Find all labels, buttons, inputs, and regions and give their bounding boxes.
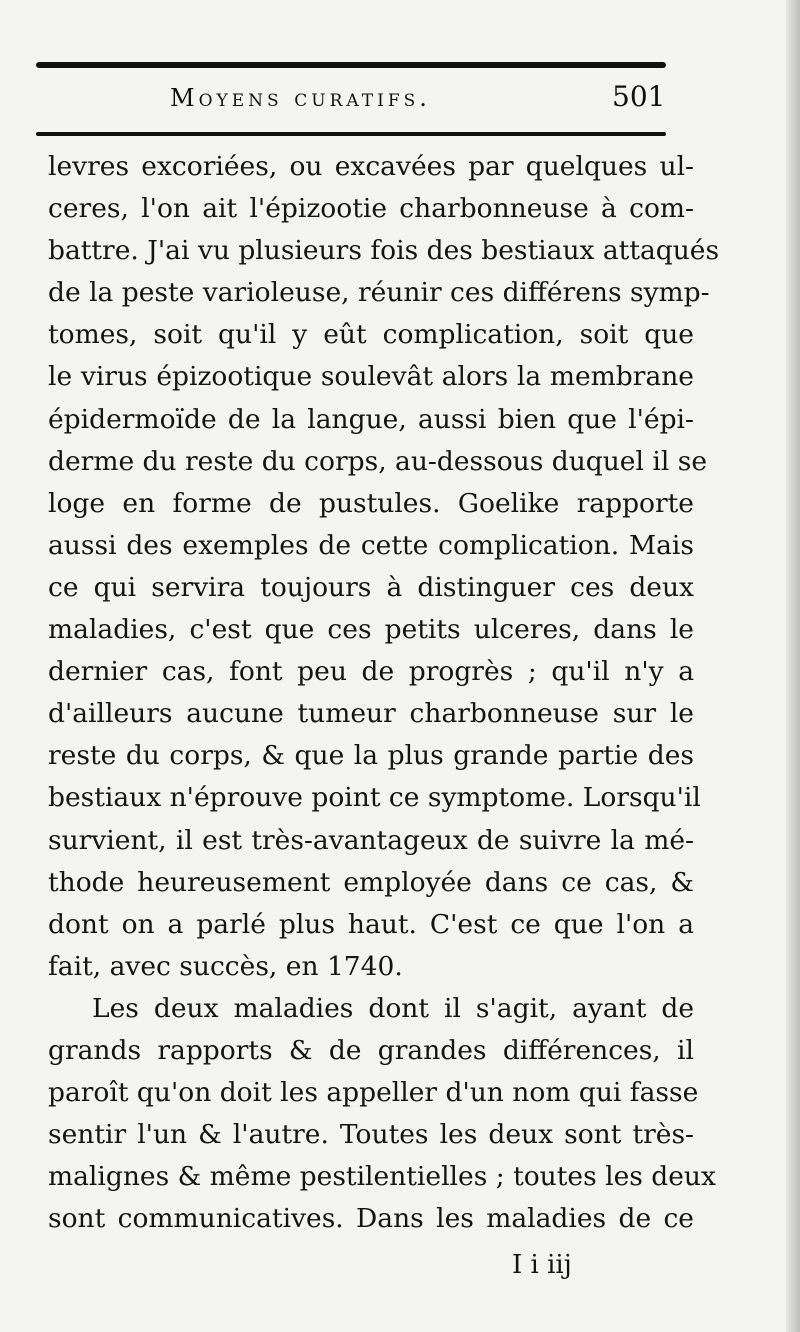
- text-line: battre. J'ai vu plusieurs fois des bestiaux attaqués: [48, 235, 720, 267]
- text-line: thode heureusement employée dans ce cas, &: [48, 866, 694, 898]
- text-line: d'ailleurs aucune tumeur charbonneuse sur le: [48, 698, 694, 730]
- text-line: malignes & même pestilentielles ; toutes les deux: [48, 1161, 716, 1193]
- text-line: bestiaux n'éprouve point ce symptome. Lorsqu'il: [48, 782, 701, 814]
- text-line: le virus épizootique soulevât alors la membrane: [48, 361, 694, 393]
- text-line: dont on a parlé plus haut. C'est ce que l'on a: [48, 908, 694, 940]
- body-text: [48, 146, 720, 1240]
- text-line: reste du corps, & que la plus grande partie des: [48, 740, 694, 772]
- header-rule-top: [36, 62, 666, 68]
- text-line: ce qui servira toujours à distinguer ces deux: [48, 571, 694, 603]
- paragraph-first-line: Les deux maladies dont il s'agit, ayant de: [92, 992, 694, 1024]
- text-line: paroît qu'on doit les appeller d'un nom qui fasse: [48, 1077, 699, 1109]
- text-line: levres excoriées, ou excavées par quelques ul-: [48, 151, 694, 182]
- text-line: sont communicatives. Dans les maladies de ce: [48, 1203, 694, 1235]
- text-line: sentir l'un & l'autre. Toutes les deux sont très-: [48, 1119, 694, 1151]
- text-line: ceres, l'on ait l'épizootie charbonneuse à com-: [48, 193, 694, 225]
- text-line: épidermoïde de la langue, aussi bien que l'épi-: [48, 403, 694, 435]
- text-line: maladies, c'est que ces petits ulceres, dans le: [48, 614, 694, 646]
- running-title: Moyens curatifs.: [170, 84, 431, 112]
- text-line: loge en forme de pustules. Goelike rapporte: [48, 487, 694, 519]
- page-number: 501: [612, 80, 666, 113]
- page-edge-shadow: [786, 0, 800, 1332]
- text-line: derme du reste du corps, au-dessous duquel il se: [48, 445, 708, 477]
- text-line: survient, il est très-avantageux de suivre la mé-: [48, 824, 694, 856]
- header-rule-bottom: [36, 132, 666, 136]
- text-line: de la peste varioleuse, réunir ces différens symp-: [48, 277, 710, 309]
- text-line: dernier cas, font peu de progrès ; qu'il n'y a: [48, 656, 694, 688]
- text-line: fait, avec succès, en 1740.: [48, 950, 403, 982]
- text-line: grands rapports & de grandes différences, il: [48, 1034, 694, 1066]
- text-line: tomes, soit qu'il y eût complication, soit que: [48, 319, 694, 351]
- signature-mark: I i iij: [512, 1250, 572, 1280]
- text-line: aussi des exemples de cette complication. Mais: [48, 529, 694, 561]
